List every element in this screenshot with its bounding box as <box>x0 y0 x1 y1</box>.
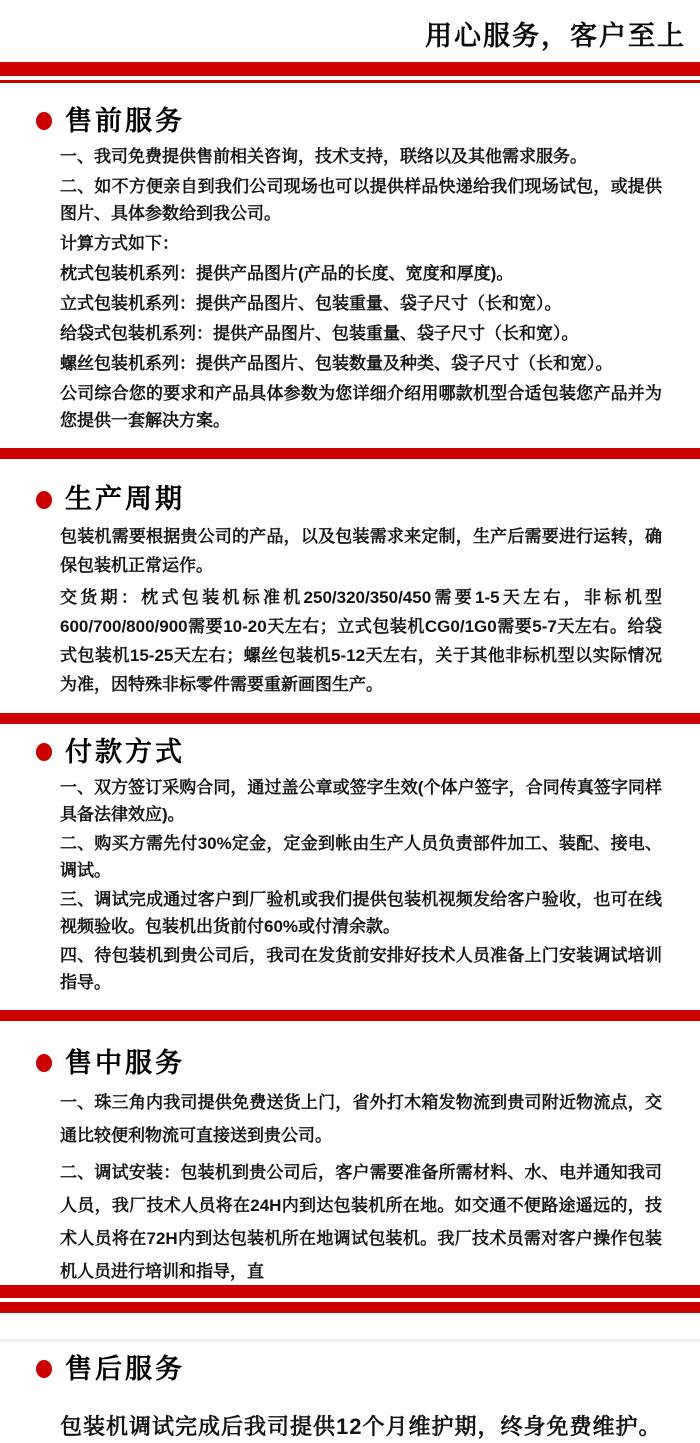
section-title: 生产周期 <box>65 484 185 515</box>
service-section <box>0 1047 700 1287</box>
service-section <box>0 1353 700 1443</box>
section-header <box>36 1353 700 1385</box>
section-title: 售后服务 <box>65 1353 185 1384</box>
section-body <box>60 522 662 699</box>
section-divider-bar <box>0 448 700 459</box>
paragraph: 公司综合您的要求和产品具体参数为您详细介绍用哪款机型合适包装您产品并为您提供一套解决方案。 <box>60 384 662 431</box>
section-divider-bar <box>0 713 700 724</box>
red-bullet-icon <box>36 112 52 130</box>
bottom-divider-bar <box>0 1285 700 1298</box>
service-section <box>0 483 700 698</box>
red-bullet-icon <box>36 1054 52 1072</box>
section-title: 售中服务 <box>65 1048 185 1079</box>
section-header <box>36 736 700 768</box>
section-header <box>36 1047 700 1079</box>
section-divider-bar <box>0 1302 700 1313</box>
paragraph: 包装机调试完成后我司提供12个月维护期，终身免费维护。 <box>60 1413 662 1439</box>
header-slogan: 用心服务，客户至上 <box>425 21 686 51</box>
paragraph: 交货期：枕式包装机标准机250/320/350/450需要1-5天左右，非标机型600/700/800/900需要10-20天左右；立式包装机CG0/1G0需要5-7天左右。给袋式包装机15-25天左右；螺丝包装机5-12天左右，关于其他非标机型以实际情况为准，因特殊非标零件需要重新画图生产。 <box>60 587 662 694</box>
section-header <box>36 483 700 515</box>
section-title: 售前服务 <box>65 106 185 136</box>
paragraph: 立式包装机系列：提供产品图片、包装重量、袋子尺寸（长和宽）。 <box>60 294 562 314</box>
paragraph: 四、待包装机到贵公司后，我司在发货前安排好技术人员准备上门安装调试培训指导。 <box>60 946 662 993</box>
paragraph: 二、调试安装：包装机到贵公司后，客户需要准备所需材料、水、电并通知我司人员，我厂技术人员将在24H内到达包装机所在地。如交通不便路途遥远的，技术人员将在72H内到达包装机所在地调试包装机。我厂技术员需对客户操作包装机人员进行培训和指导，直 <box>60 1162 662 1281</box>
sections-container <box>0 105 700 1443</box>
header-rule-thick <box>0 62 700 76</box>
section-header <box>36 105 700 137</box>
section-body <box>60 143 662 434</box>
service-section <box>0 736 700 996</box>
header-rule-thin <box>0 80 700 83</box>
paragraph: 一、我司免费提供售前相关咨询，技术支持，联络以及其他需求服务。 <box>60 147 587 167</box>
section-divider-bar <box>0 1010 700 1021</box>
paragraph: 枕式包装机系列：提供产品图片(产品的长度、宽度和厚度)。 <box>60 264 514 284</box>
red-bullet-icon <box>36 1360 52 1378</box>
paragraph: 螺丝包装机系列：提供产品图片、包装数量及种类、袋子尺寸（长和宽）。 <box>60 354 613 374</box>
red-bullet-icon <box>36 491 52 509</box>
paragraph: 二、如不方便亲自到我们公司现场也可以提供样品快递给我们现场试包，或提供图片、具体参数给到我公司。 <box>60 177 662 224</box>
service-section <box>0 105 700 434</box>
paragraph: 三、调试完成通过客户到厂验机或我们提供包装机视频发给客户验收，也可在线视频验收。包装机出货前付60%或付清余款。 <box>60 890 662 937</box>
paragraph: 给袋式包装机系列：提供产品图片、包装重量、袋子尺寸（长和宽）。 <box>60 324 579 344</box>
paragraph: 一、双方签订采购合同，通过盖公章或签字生效(个体户签字，合同传真签字同样具备法律效应)。 <box>60 778 662 825</box>
section-title: 付款方式 <box>65 736 185 767</box>
paragraph: 二、购买方需先付30%定金，定金到帐由生产人员负责部件加工、装配、接电、调试。 <box>60 834 662 881</box>
section-body <box>60 774 662 996</box>
paragraph: 包装机需要根据贵公司的产品，以及包装需求来定制，生产后需要进行运转，确保包装机正常运作。 <box>60 526 662 575</box>
paragraph: 计算方式如下： <box>60 234 179 254</box>
section-body <box>60 1411 662 1443</box>
section-body <box>60 1086 662 1288</box>
paragraph: 一、珠三角内我司提供免费送货上门，省外打木箱发物流到贵司附近物流点，交通比较便利物流可直接送到贵公司。 <box>60 1092 662 1145</box>
red-bullet-icon <box>36 743 52 761</box>
